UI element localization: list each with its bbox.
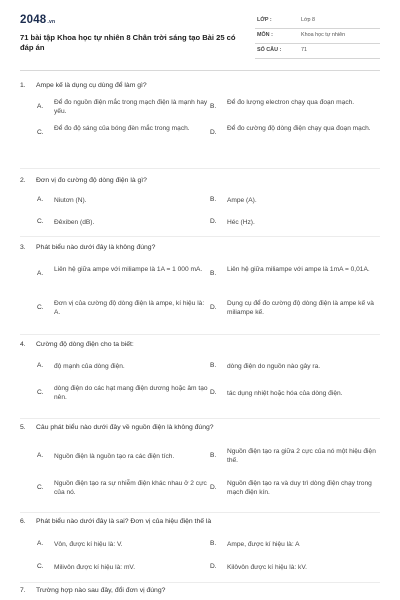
question-5 (20, 422, 380, 497)
option-text: dòng điện do các hạt mang điện dương hoặc âm tạo nên. (54, 385, 208, 402)
option-text: Milivôn được kí hiệu là: mV. (54, 564, 136, 571)
option-text: Nguồn điện tạo ra giữa 2 cực của nó một hiệu điện thế. (227, 448, 376, 465)
option-text: Đơn vị của cường độ dòng điện là ampe, kí hiệu là: A. (54, 300, 205, 317)
option-text: Liên hệ giữa miliampe với ampe là 1mA = 0,01A. (227, 266, 370, 273)
meta-row-subject (255, 29, 380, 44)
meta-label: MÔN : (257, 32, 273, 38)
option-letter: A. (37, 540, 44, 547)
option-letter: D. (210, 304, 217, 311)
question-separator (20, 334, 380, 335)
meta-row-grade (255, 14, 380, 29)
question-text: Phát biểu nào dưới đây là sai? Đơn vị của hiệu điện thế là (36, 518, 212, 525)
option-text: Dụng cụ để đo cường độ dòng điện là ampe kế và miliampe kế. (227, 300, 374, 317)
option-letter: B. (210, 362, 217, 369)
question-title (20, 175, 380, 187)
logo-suffix: .vn (47, 19, 56, 25)
question-separator (20, 418, 380, 419)
question-separator (20, 168, 380, 169)
option-text: Liên hệ giữa ampe với miliampe là 1A = 1 000 mA. (54, 266, 203, 273)
question-text: Câu phát biểu nào dưới đây về nguồn điện là không đúng? (36, 424, 214, 431)
meta-value: Khoa học tự nhiên (301, 32, 346, 38)
site-logo[interactable] (20, 14, 55, 26)
option-text: Nguồn điện tạo ra và duy trì dòng điện chạy trong mạch điện kín. (227, 480, 372, 497)
meta-label: SỐ CÂU : (257, 47, 282, 53)
question-title (20, 339, 380, 351)
logo-text: 2048 (20, 14, 47, 26)
question-title (20, 242, 380, 254)
question-number: 4. (20, 341, 26, 348)
option-letter: A. (37, 362, 44, 369)
option-text: Đêxiben (dB). (54, 219, 95, 226)
option-text: Vôn, được kí hiệu là: V. (54, 541, 123, 548)
option-letter: C. (37, 484, 44, 491)
question-number: 6. (20, 518, 26, 525)
option-text: Ampe (A). (227, 197, 257, 204)
question-title (20, 80, 380, 92)
option-text: Để đo cường độ dòng điện chạy qua đoạn mạch. (227, 125, 371, 132)
question-separator (20, 582, 380, 583)
option-letter: A. (37, 196, 44, 203)
option-text: Kilôvôn được kí hiệu là: kV. (227, 564, 307, 571)
question-separator (20, 236, 380, 237)
option-letter: B. (210, 270, 217, 277)
option-letter: C. (37, 218, 44, 225)
option-letter: D. (210, 389, 217, 396)
option-text: Héc (Hz). (227, 219, 255, 226)
option-text: độ mạnh của dòng điện. (54, 363, 125, 370)
question-7 (20, 585, 380, 597)
option-letter: A. (37, 452, 44, 459)
question-title (20, 516, 380, 528)
question-number: 5. (20, 424, 26, 431)
option-text: Ampe, được kí hiệu là: A (227, 541, 300, 548)
meta-row-count (255, 44, 380, 59)
question-3 (20, 242, 380, 317)
option-text: Để đo độ sáng của bóng đèn mắc trong mạch. (54, 125, 190, 132)
meta-table (255, 14, 380, 59)
option-letter: D. (210, 218, 217, 225)
meta-label: LỚP : (257, 17, 272, 23)
question-number: 2. (20, 177, 26, 184)
page-header (20, 14, 380, 66)
question-title (20, 585, 380, 597)
option-letter: C. (37, 304, 44, 311)
option-letter: A. (37, 103, 44, 110)
option-letter: C. (37, 389, 44, 396)
option-letter: B. (210, 540, 217, 547)
question-6 (20, 516, 380, 571)
question-1 (20, 80, 380, 136)
question-text: Phát biểu nào dưới đây là không đúng? (36, 244, 156, 251)
question-2 (20, 175, 380, 226)
header-divider (20, 70, 380, 71)
option-text: Niutơn (N). (54, 197, 87, 204)
question-text: Trường hợp nào sau đây, đổi đơn vị đúng? (36, 587, 166, 594)
question-4 (20, 339, 380, 402)
question-title (20, 422, 380, 434)
option-text: Nguồn điện tạo ra sự nhiễm điện khác nhau ở 2 cực của nó. (54, 480, 207, 497)
option-letter: B. (210, 196, 217, 203)
question-separator (20, 512, 380, 513)
option-letter: B. (210, 452, 217, 459)
meta-value: Lớp 8 (301, 17, 316, 23)
question-number: 1. (20, 82, 26, 89)
question-text: Ampe kế là dụng cụ dùng để làm gì? (36, 82, 147, 89)
question-text: Đơn vị đo cường độ dòng điện là gì? (36, 177, 147, 184)
option-letter: C. (37, 129, 44, 136)
option-letter: C. (37, 563, 44, 570)
document-title: 71 bài tập Khoa học tự nhiên 8 Chân trời sáng tạo Bài 25 có đáp án (20, 33, 236, 52)
option-text: Để đo lượng electron chạy qua đoạn mạch. (227, 99, 355, 106)
option-text: tác dụng nhiệt hoặc hóa của dòng điện. (227, 390, 343, 397)
option-text: Để đo nguồn điện mắc trong mạch điện là mạnh hay yếu. (54, 99, 208, 116)
option-letter: D. (210, 484, 217, 491)
option-letter: D. (210, 129, 217, 136)
option-letter: B. (210, 103, 217, 110)
question-number: 7. (20, 587, 26, 594)
option-text: dòng điện do nguồn nào gây ra. (227, 363, 321, 370)
option-letter: D. (210, 563, 217, 570)
question-number: 3. (20, 244, 26, 251)
option-letter: A. (37, 270, 44, 277)
meta-value: 71 (301, 47, 307, 53)
question-text: Cường độ dòng điện cho ta biết: (36, 341, 134, 348)
option-text: Nguồn điện là nguồn tạo ra các điện tích. (54, 453, 175, 460)
